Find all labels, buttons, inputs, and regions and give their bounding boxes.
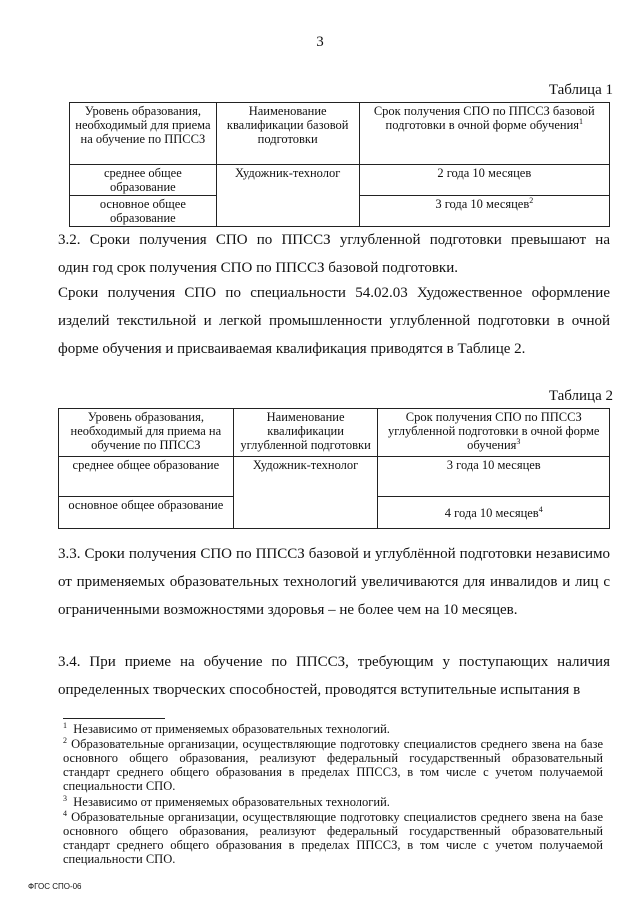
footnote-2: $^2$ Образовательные организации, осуществляющие подготовку специалистов среднего звена на базе основного общего образования, реализуют федеральный государственный образовательный стандарт среднего общего образования в пределах ППССЗ, в том числе с учетом получаемой специальности СПО. <box>63 735 603 793</box>
footnote-4: $^4$ Образовательные организации, осуществляющие подготовку специалистов среднего звена на базе основного общего образования, реализуют федеральный государственный образовательный стандарт среднего общего образования в пределах ППССЗ, в том числе с учетом получаемой специальности СПО. <box>63 808 603 866</box>
table2-row1-level: среднее общее образование <box>59 457 234 497</box>
paragraph-terms: Сроки получения СПО по специальности 54.02.03 Художественное оформление изделий текстильной и легкой промышленности углубленной подготовки в очной форме обучения и присваиваемая квалификация приводятся в Таблице 2. <box>58 285 610 357</box>
table2-header-qualification: Наименование квалификации углубленной подготовки <box>233 409 378 457</box>
table1-header-level: Уровень образования, необходимый для приема на обучение по ППССЗ <box>70 103 217 165</box>
table2-row1-term: 3 года 10 месяцев <box>378 457 610 497</box>
table1-row1-term: 2 года 10 месяцев <box>359 165 609 196</box>
table2 <box>58 408 610 529</box>
table1-caption: Таблица 1 <box>548 82 613 98</box>
table2-header-row <box>59 409 610 457</box>
table1-header-qualification: Наименование квалификации базовой подготовки <box>216 103 359 165</box>
table1-row2-level: основное общее образование <box>70 196 217 227</box>
footnote-1: $^1$ Независимо от применяемых образовательных технологий. <box>63 720 390 736</box>
paragraph-3-2 <box>58 226 610 282</box>
table2-row2-term: 4 года 10 месяцев$^4$ <box>378 497 610 529</box>
table2-header-term: Срок получения СПО по ППССЗ углубленной подготовки в очной форме обучения$^3$ <box>378 409 610 457</box>
table1-row2-term: 3 года 10 месяцев$^2$ <box>359 196 609 227</box>
table2-caption: Таблица 2 <box>548 388 613 404</box>
paragraph-3-2-line1: 3.2. Сроки получения СПО по ППССЗ углубленной подготовки превышают на <box>58 232 610 248</box>
table1-header-term: Срок получения СПО по ППССЗ базовой подготовки в очной форме обучения$^1$ <box>359 103 609 165</box>
table2-header-level: Уровень образования, необходимый для приема на обучение по ППССЗ <box>59 409 234 457</box>
table1-row1-level: среднее общее образование <box>70 165 217 196</box>
page-number: 3 <box>316 34 324 50</box>
footer-code: ФГОС СПО-06 <box>28 882 82 891</box>
table-row <box>70 165 610 196</box>
paragraph-3-3: 3.3. Сроки получения СПО по ППССЗ базовой и углублённой подготовки независимо от применяемых образовательных технологий увеличиваются для инвалидов и лиц с ограниченными возможностями здоровья – не более чем на 10 месяцев. <box>58 546 610 618</box>
paragraph-3-2-line2: один год срок получения СПО по ППССЗ базовой подготовки. <box>58 260 458 276</box>
footnote-separator <box>63 718 165 719</box>
paragraph-3-4: 3.4. При приеме на обучение по ППССЗ, требующим у поступающих наличия определенных творческих способностей, проводятся вступительные испытания в <box>58 654 610 698</box>
table1 <box>69 102 610 227</box>
table1-header-row <box>70 103 610 165</box>
table-row <box>59 457 610 497</box>
footnote-3: $^3$ Независимо от применяемых образовательных технологий. <box>63 793 390 809</box>
table1-qualification-cell: Художник-технолог <box>216 165 359 227</box>
table2-row2-level: основное общее образование <box>59 497 234 529</box>
table2-qualification-cell: Художник-технолог <box>233 457 378 529</box>
